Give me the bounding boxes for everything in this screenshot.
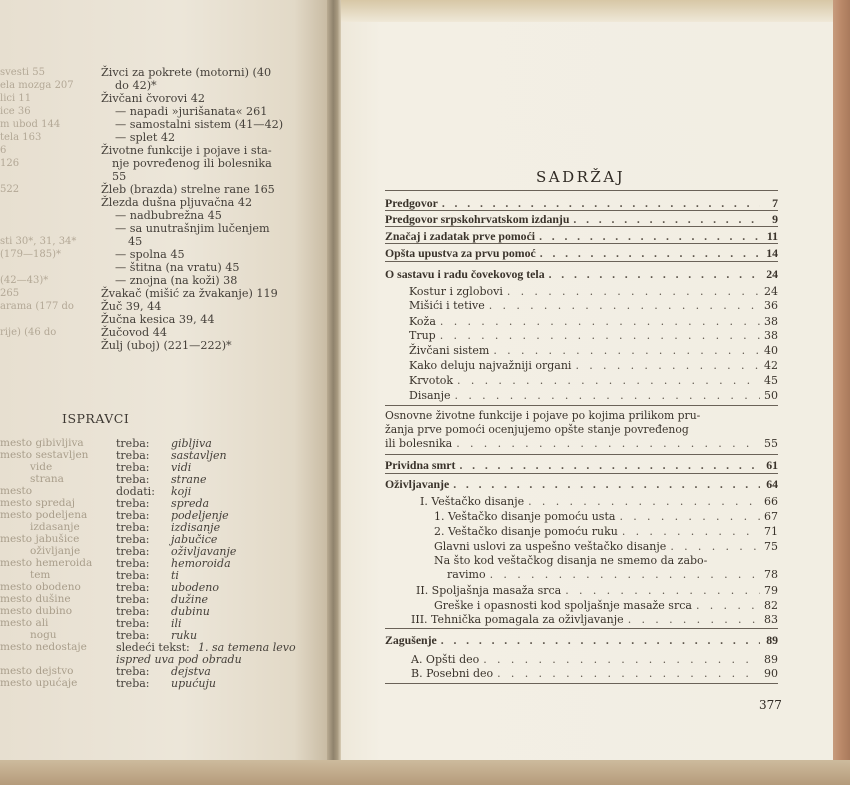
errata-correction: ubodeno (171, 581, 220, 594)
toc-entry-page: 40 (764, 344, 778, 357)
toc-entry-label: Prividna smrt (385, 458, 456, 472)
errata-label: treba: (116, 605, 150, 618)
index-entry: Živci za pokrete (motorni) (40 (101, 66, 272, 79)
toc-entry-label: 2. Veštačko disanje pomoću ruku (434, 525, 618, 538)
toc-entry (411, 614, 778, 627)
toc-entry-page: 61 (766, 458, 778, 472)
index-entry: — nadbubrežna 45 (115, 209, 222, 222)
errata-correction: vidi (171, 461, 192, 474)
toc-entry-page: 38 (764, 329, 778, 342)
errata-original: mesto obodeno (0, 581, 81, 593)
leader-dots (539, 230, 760, 243)
book-cover-edge (833, 0, 850, 785)
leader-dots (483, 654, 760, 667)
errata-original: vide (30, 461, 53, 473)
index-entry: Žučovod 44 (101, 326, 167, 339)
toc-entry (385, 197, 778, 210)
toc-entry (385, 634, 778, 647)
errata-original: tem (30, 569, 51, 581)
errata-correction: strane (171, 473, 207, 486)
toc-entry-page: 38 (764, 315, 778, 328)
divider (385, 405, 778, 406)
index-fragment: 522 (0, 184, 20, 195)
leader-dots (565, 585, 760, 598)
toc-entry-page: 71 (764, 525, 778, 538)
toc-entry-page: 42 (764, 359, 778, 372)
toc-entry-label: Predgovor srpskohrvatskom izdanju (385, 212, 570, 226)
errata-correction: ti (171, 569, 179, 582)
errata-correction: dejstva (171, 665, 211, 678)
errata-label: treba: (116, 473, 150, 486)
index-entry: nje povređenog ili bolesnika (112, 157, 272, 170)
divider (385, 628, 778, 629)
toc-entry-page: 7 (772, 196, 778, 210)
errata-label: treba: (116, 533, 150, 546)
errata-correction: dubinu (171, 605, 210, 618)
leader-dots (440, 330, 760, 343)
toc-entry (409, 300, 778, 313)
index-fragment: 265 (0, 288, 20, 299)
index-entry: Žulj (uboj) (221—222)* (101, 339, 232, 352)
errata-original: mesto nedostaje (0, 641, 87, 653)
index-entry: — samostalni sistem (41—42) (115, 118, 284, 131)
errata-original: mesto sestavljen (0, 449, 89, 461)
toc-entry-page: 89 (766, 633, 778, 647)
errata-correction: upućuju (171, 677, 216, 690)
toc-entry-label: O sastavu i radu čovekovog tela (385, 267, 545, 281)
leader-dots (507, 286, 760, 299)
index-entry: Živčani čvorovi 42 (101, 92, 206, 105)
index-fragment: arama (177 do (0, 301, 74, 312)
toc-entry-label: Oživljavanje (385, 477, 450, 491)
toc-entry (385, 459, 778, 472)
index-fragment: ice 36 (0, 106, 31, 117)
leader-dots (490, 569, 760, 582)
errata-correction: gibljiva (171, 437, 212, 450)
page-number: 377 (759, 698, 782, 712)
index-entry: Žleb (brazda) strelne rane 165 (101, 183, 275, 196)
toc-entry-page: 79 (764, 584, 778, 597)
toc-entry-label: 1. Veštačko disanje pomoću usta (434, 510, 616, 523)
index-entry: Žvakač (mišić za žvakanje) 119 (101, 287, 278, 300)
index-entry: — štitna (na vratu) 45 (115, 261, 240, 274)
toc-entry-label: Značaj i zadatak prve pomoći (385, 229, 536, 243)
leader-dots (441, 634, 760, 647)
leader-dots (457, 375, 760, 388)
toc-title: SADRŽAJ (536, 168, 626, 186)
index-fragment: 126 (0, 158, 20, 169)
toc-entry-label: Koža (409, 315, 436, 328)
errata-correction: sastavljen (171, 449, 227, 462)
toc-entry-label: ili bolesnika (385, 437, 453, 450)
toc-entry (447, 569, 778, 582)
leader-dots (455, 390, 760, 403)
toc-entry-label: III. Tehnička pomagala za oživljavanje (411, 613, 624, 626)
errata-original: nogu (30, 629, 57, 641)
toc-entry-page: 66 (764, 495, 778, 508)
leader-dots (628, 614, 760, 627)
toc-entry (420, 496, 778, 509)
toc-entry-label: Disanje (409, 389, 451, 402)
toc-entry-page: 78 (764, 568, 778, 581)
index-fragment: lici 11 (0, 93, 32, 104)
errata-label: dodati: (116, 485, 155, 498)
toc-entry-label: ravimo (447, 568, 486, 581)
errata-original: mesto (0, 485, 33, 497)
errata-correction: ispred uva pod obradu (116, 653, 242, 666)
toc-entry-page: 67 (764, 510, 778, 523)
book-gutter (327, 0, 341, 785)
left-page (0, 0, 327, 785)
errata-original: mesto hemeroida (0, 557, 93, 569)
toc-entry-label: Osnovne životne funkcije i pojave po kojima prilikom pru- (385, 409, 701, 422)
divider (385, 683, 778, 684)
errata-original: mesto dubino (0, 605, 73, 617)
errata-label: treba: (116, 461, 150, 474)
toc-entry (409, 390, 778, 403)
toc-entry (411, 668, 778, 681)
index-entry: — napadi »jurišanata« 261 (115, 105, 268, 118)
errata-label: treba: (116, 569, 150, 582)
errata-original: mesto gibivljiva (0, 437, 84, 449)
index-entry: — splet 42 (115, 131, 176, 144)
index-entry: — sa unutrašnjim lučenjem (115, 222, 270, 235)
toc-entry-page: 50 (764, 389, 778, 402)
errata-correction: dužine (171, 593, 209, 606)
leader-dots (497, 668, 760, 681)
toc-entry-page: 9 (772, 212, 778, 226)
index-entry: — znojna (na koži) 38 (115, 274, 238, 287)
toc-entry-label: Opšta upustva za prvu pomoć (385, 246, 536, 260)
toc-entry-page: 14 (766, 246, 778, 260)
index-fragment: m ubod 144 (0, 119, 61, 130)
toc-entry-label: Kako deluju najvažniji organi (409, 359, 572, 372)
toc-entry (385, 268, 778, 281)
toc-entry-page: 24 (764, 285, 778, 298)
toc-entry (385, 478, 778, 491)
toc-entry-page: 24 (766, 267, 778, 281)
toc-entry-page: 75 (764, 540, 778, 553)
errata-correction: koji (171, 485, 192, 498)
errata-label: treba: (116, 497, 150, 510)
leader-dots (549, 268, 760, 281)
toc-entry (434, 541, 778, 554)
divider (385, 473, 778, 474)
errata-correction: spreda (171, 497, 210, 510)
leader-dots (440, 316, 760, 329)
errata-label: treba: (116, 521, 150, 534)
errata-label: treba: (116, 437, 150, 450)
toc-entry-label: II. Spoljašnja masaža srca (416, 584, 562, 597)
leader-dots (540, 247, 760, 260)
errata-label: treba: (116, 545, 150, 558)
toc-entry (409, 330, 778, 343)
errata-label: treba: (116, 449, 150, 462)
errata-original: mesto jabušice (0, 533, 80, 545)
toc-entry (409, 286, 778, 299)
errata-label: treba: (116, 581, 150, 594)
leader-dots (670, 541, 760, 554)
errata-heading: ISPRAVCI (62, 411, 130, 426)
index-entry: 45 (128, 235, 143, 248)
index-fragment: rije) (46 do (0, 327, 57, 338)
divider (385, 454, 778, 455)
index-fragment: svesti 55 (0, 67, 45, 78)
errata-correction: hemoroida (171, 557, 231, 570)
toc-entry (409, 360, 778, 373)
errata-label: treba: (116, 677, 150, 690)
index-fragment: (179—185)* (0, 249, 61, 260)
leader-dots (459, 459, 760, 472)
leader-dots (573, 213, 760, 226)
errata-label: treba: (116, 665, 150, 678)
leader-dots (622, 526, 760, 539)
toc-entry-label: Kostur i zglobovi (409, 285, 503, 298)
leader-dots (489, 300, 760, 313)
toc-entry-page: 55 (764, 437, 778, 450)
toc-entry (385, 213, 778, 226)
toc-entry-label: Trup (409, 329, 436, 342)
errata-label: treba: (116, 617, 150, 630)
index-fragment: (42—43)* (0, 275, 49, 286)
errata-original: strana (30, 473, 64, 485)
toc-entry-page: 90 (764, 667, 778, 680)
toc-entry (411, 654, 778, 667)
errata-original: mesto ali (0, 617, 49, 629)
errata-correction: ruku (171, 629, 198, 642)
leader-dots (453, 478, 760, 491)
divider (385, 190, 778, 191)
toc-entry-label: A. Opšti deo (411, 653, 480, 666)
toc-entry-page: 64 (766, 477, 778, 491)
toc-entry (385, 230, 778, 243)
divider (385, 210, 778, 211)
toc-entry-page: 11 (766, 229, 778, 243)
errata-original: mesto upućaje (0, 677, 78, 689)
toc-entry-label: Mišići i tetive (409, 299, 485, 312)
leader-dots (575, 360, 760, 373)
toc-entry-label: Zagušenje (385, 633, 437, 647)
errata-correction: jabučice (171, 533, 218, 546)
toc-entry (409, 345, 778, 358)
errata-label: treba: (116, 629, 150, 642)
toc-entry-label: I. Veštačko disanje (420, 495, 525, 508)
errata-correction: oživljavanje (171, 545, 237, 558)
errata-label: treba: (116, 593, 150, 606)
errata-correction: izdisanje (171, 521, 221, 534)
toc-entry (385, 247, 778, 260)
toc-entry-page: 36 (764, 299, 778, 312)
errata-original: mesto spredaj (0, 497, 76, 509)
errata-correction: 1. sa temena levo (198, 641, 296, 654)
toc-entry-label: Na što kod veštačkog disanja ne smemo da zabo- (434, 554, 708, 567)
index-fragment: 6 (0, 145, 7, 156)
toc-entry-label: Greške i opasnosti kod spoljašnje masaže srca (434, 599, 692, 612)
errata-original: mesto podeljena (0, 509, 88, 521)
leader-dots (528, 496, 760, 509)
toc-entry (416, 585, 778, 598)
leader-dots (493, 345, 760, 358)
divider (385, 243, 778, 244)
errata-correction: podeljenje (171, 509, 229, 522)
index-entry: Žučna kesica 39, 44 (101, 313, 215, 326)
toc-entry-label: žanja prve pomoći ocenjujemo opšte stanje povređenog (385, 423, 689, 436)
toc-entry-label: Predgovor (385, 196, 438, 210)
toc-entry (409, 375, 778, 388)
errata-original: mesto dejstvo (0, 665, 74, 677)
index-entry: 55 (112, 170, 127, 183)
errata-original: izdasanje (30, 521, 80, 533)
errata-original: mesto dušine (0, 593, 71, 605)
toc-entry (434, 511, 778, 524)
toc-entry-label: Krvotok (409, 374, 454, 387)
toc-entry-page: 89 (764, 653, 778, 666)
toc-entry-page: 83 (764, 613, 778, 626)
errata-label: treba: (116, 557, 150, 570)
toc-entry-page: 82 (764, 599, 778, 612)
errata-label: treba: (116, 509, 150, 522)
index-entry: Životne funkcije i pojave i sta- (101, 144, 272, 157)
book-bottom-edge (0, 760, 850, 785)
toc-entry (409, 316, 778, 329)
divider (385, 226, 778, 227)
index-entry: Žlezda dušna pljuvačna 42 (101, 196, 253, 209)
errata-original: oživljanje (30, 545, 81, 557)
toc-entry (385, 438, 778, 451)
errata-correction: ili (171, 617, 182, 630)
index-fragment: ela mozga 207 (0, 80, 74, 91)
toc-entry (434, 600, 778, 613)
leader-dots (619, 511, 760, 524)
leader-dots (442, 197, 760, 210)
toc-entry-label: Živčani sistem (409, 344, 490, 357)
toc-entry-label: B. Posebni deo (411, 667, 494, 680)
leader-dots (456, 438, 760, 451)
toc-entry (434, 526, 778, 539)
divider (385, 261, 778, 262)
leader-dots (696, 600, 760, 613)
toc-entry-label: Glavni uslovi za uspešno veštačko disanje (434, 540, 667, 553)
index-entry: do 42)* (115, 79, 157, 92)
index-fragment: tela 163 (0, 132, 42, 143)
toc-entry-page: 45 (764, 374, 778, 387)
errata-label: sledeći tekst: (116, 641, 190, 654)
index-entry: Žuč 39, 44 (101, 300, 162, 313)
index-fragment: sti 30*, 31, 34* (0, 236, 77, 247)
index-entry: — spolna 45 (115, 248, 185, 261)
